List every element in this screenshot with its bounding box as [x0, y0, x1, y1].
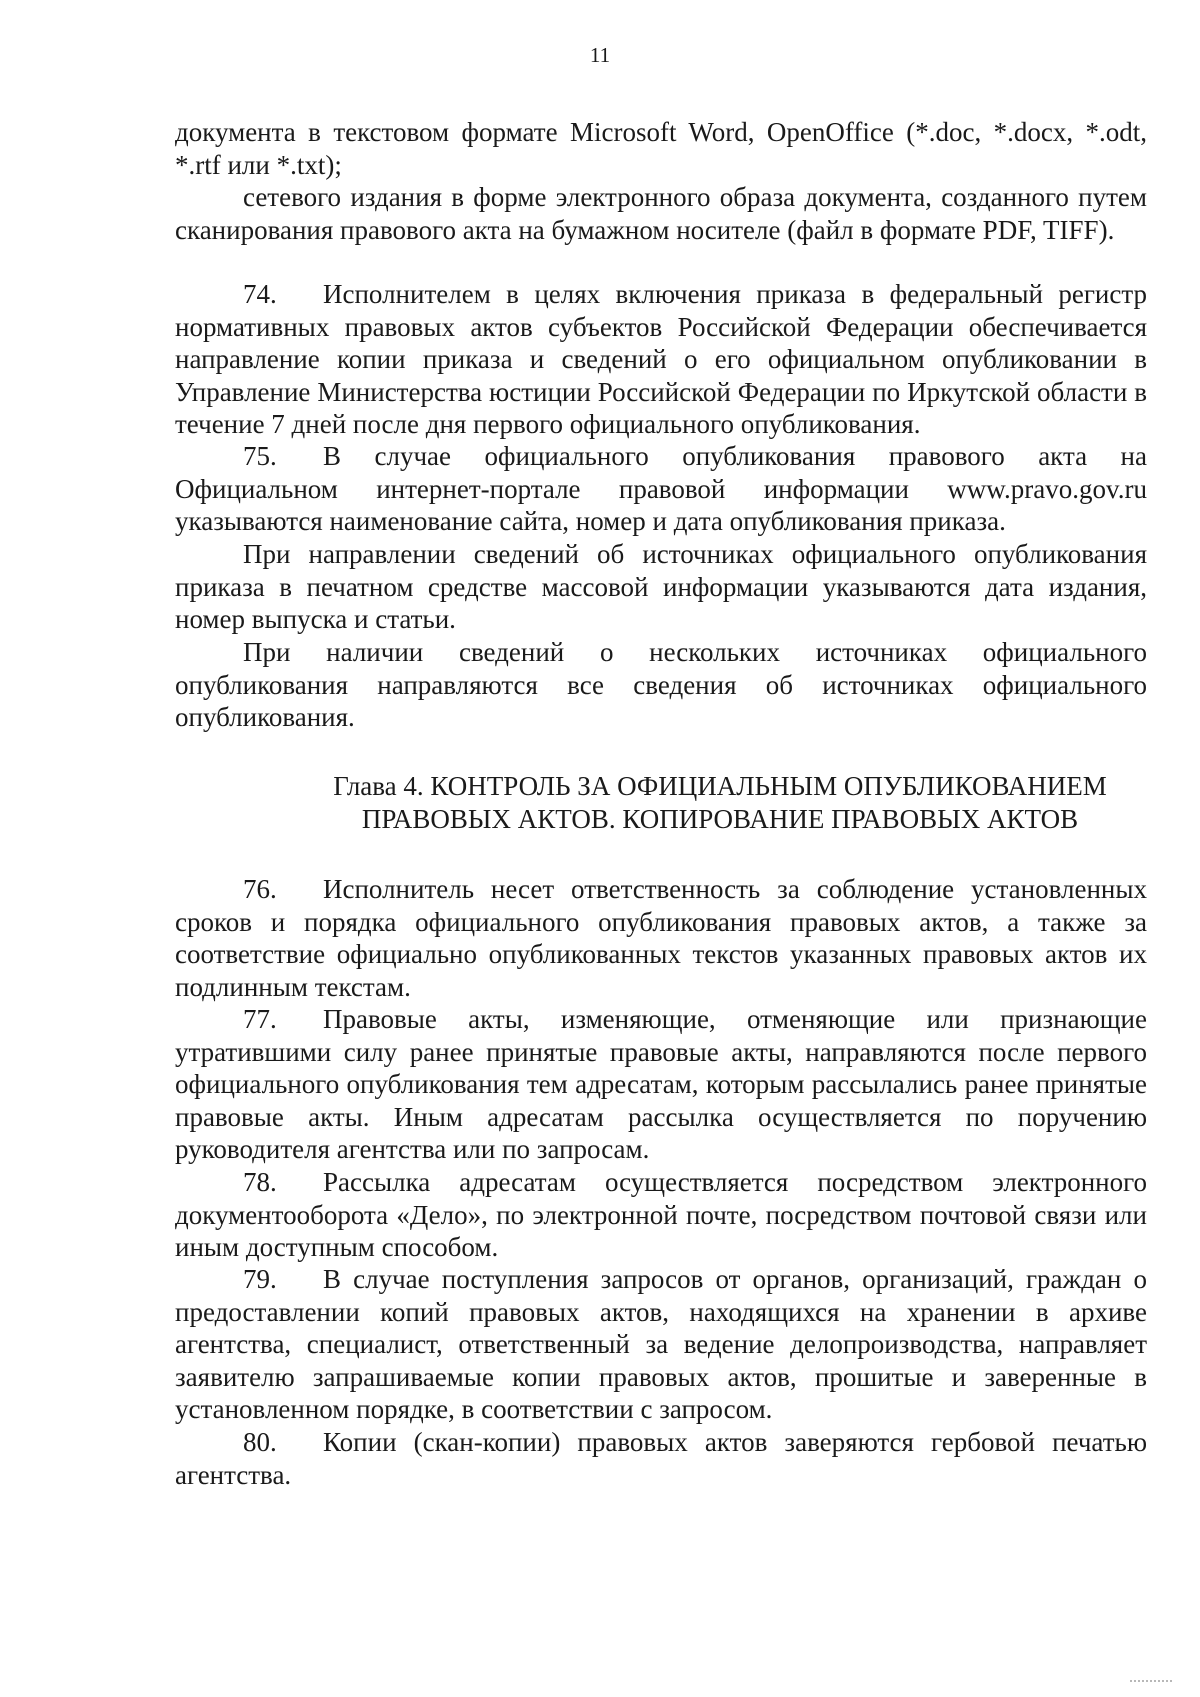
paragraph-number: 75.: [243, 441, 277, 471]
paragraph-80: [175, 1426, 1147, 1491]
paragraph-text: документа в текстовом формате Microsoft Word, OpenOffice (*.doc, *.docx, *.odt, *.rtf или *.txt);: [175, 117, 1147, 180]
paragraph-78: [175, 1166, 1147, 1264]
chapter-heading-line-2: ПРАВОВЫХ АКТОВ. КОПИРОВАНИЕ ПРАВОВЫХ АКТОВ: [361, 804, 1079, 834]
paragraph-text: сетевого издания в форме электронного образа документа, созданного путем сканирования правового акта на бумажном носителе (файл в формате PDF, TIFF).: [175, 182, 1147, 245]
paragraph-number: 79.: [243, 1264, 277, 1294]
scan-artifact: [1130, 1680, 1174, 1682]
paragraph-number: 80.: [243, 1427, 277, 1457]
paragraph-text: Исполнителем в целях включения приказа в федеральный регистр нормативных правовых актов субъектов Российской Федерации обеспечивается направление копии приказа и сведений о его официальном опубликовании в Управление Министерства юстиции Российской Федерации по Иркутской области в течение 7 дней после дня первого официального опубликования.: [175, 279, 1147, 439]
paragraph-text: В случае поступления запросов от органов, организаций, граждан о предоставлении копий правовых актов, находящихся на хранении в архиве агентства, специалист, ответственный за ведение делопроизводства, направляет заявителю запрашиваемые копии правовых актов, прошитые и заверенные в установленном порядке, в соответствии с запросом.: [175, 1264, 1147, 1424]
paragraph-number: 78.: [243, 1167, 277, 1197]
paragraph-75: [175, 440, 1147, 538]
paragraph-text: В случае официального опубликования правового акта на Официальном интернет-портале правовой информации www.pravo.gov.ru указываются наименование сайта, номер и дата опубликования приказа.: [175, 441, 1147, 536]
paragraph-text: Рассылка адресатам осуществляется посредством электронного документооборота «Дело», по электронной почте, посредством почтовой связи или иным доступным способом.: [175, 1167, 1147, 1262]
paragraph-79: [175, 1263, 1147, 1426]
paragraph-format-word: [175, 116, 1147, 181]
paragraph-text: При направлении сведений об источниках официального опубликования приказа в печатном средстве массовой информации указываются дата издания, номер выпуска и статьи.: [175, 539, 1147, 634]
paragraph-network-edition: [175, 181, 1147, 246]
paragraph-text: Исполнитель несет ответственность за соблюдение установленных сроков и порядка официального опубликования правовых актов, а также за соответствие официально опубликованных текстов указанных правовых актов их подлинным текстам.: [175, 874, 1147, 1002]
paragraph-text: Копии (скан-копии) правовых актов заверяются гербовой печатью агентства.: [175, 1427, 1147, 1490]
paragraph-75-multiple-sources: [175, 636, 1147, 734]
paragraph-76: [175, 873, 1147, 1003]
paragraph-number: 74.: [243, 279, 277, 309]
paragraph-number: 77.: [243, 1004, 277, 1034]
paragraph-74: [175, 278, 1147, 441]
paragraph-75-sources: [175, 538, 1147, 636]
paragraph-text: Правовые акты, изменяющие, отменяющие или признающие утратившими силу ранее принятые правовые акты, направляются после первого официального опубликования тем адресатам, которым рассылались ранее принятые правовые акты. Иным адресатам рассылка осуществляется по поручению руководителя агентства или по запросам.: [175, 1004, 1147, 1164]
paragraph-text: При наличии сведений о нескольких источниках официального опубликования направляются все сведения об источниках официального опубликования.: [175, 637, 1147, 732]
page-number: 11: [589, 43, 611, 67]
chapter-heading: [290, 770, 1150, 836]
paragraph-77: [175, 1003, 1147, 1166]
chapter-heading-line-1: Глава 4. КОНТРОЛЬ ЗА ОФИЦИАЛЬНЫМ ОПУБЛИКОВАНИЕМ: [333, 771, 1107, 801]
paragraph-number: 76.: [243, 874, 277, 904]
